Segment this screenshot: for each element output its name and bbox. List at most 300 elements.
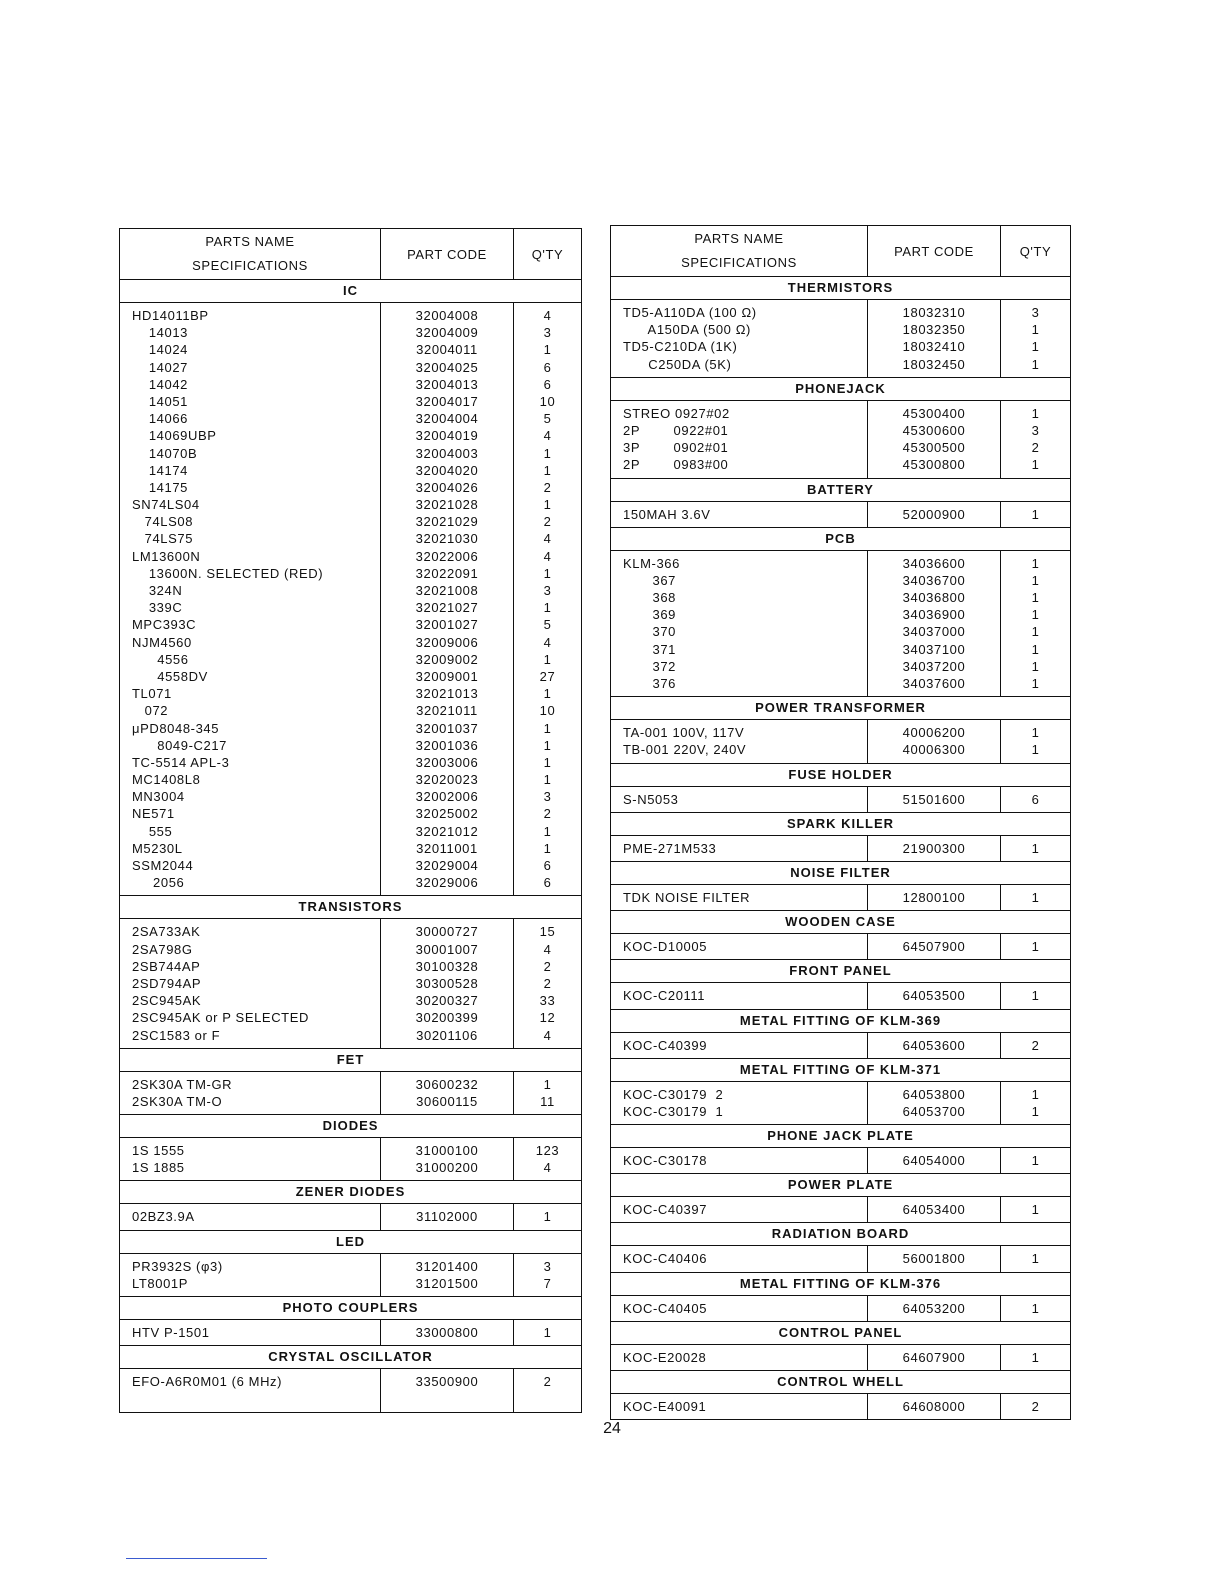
part-code-cell: 32025002	[415, 806, 479, 822]
part-name-cell: 2SK30A TM-GR	[132, 1076, 233, 1092]
part-qty-cell: 3	[1031, 422, 1040, 438]
section-body	[611, 1296, 1070, 1322]
part-code-cell: 18032350	[902, 322, 966, 338]
part-name-cell: M5230L	[132, 840, 183, 856]
part-code-cell: 32009001	[415, 668, 479, 684]
part-name-cell: 14174	[132, 462, 188, 478]
section-body	[120, 919, 581, 1048]
parts-table-left	[119, 228, 582, 1413]
section-body	[120, 1254, 581, 1297]
part-code-cell: 31000100	[415, 1143, 479, 1159]
section	[611, 528, 1070, 698]
part-name-cell: C250DA (5K)	[623, 356, 732, 372]
section-body	[120, 1072, 581, 1115]
part-qty-cell: 1	[1031, 339, 1040, 355]
section-body	[611, 502, 1070, 528]
name-column	[120, 1369, 380, 1411]
part-qty-cell: 1	[1031, 555, 1040, 571]
part-qty-cell: 2	[543, 479, 552, 495]
part-code-cell: 30200399	[415, 1010, 479, 1026]
part-qty-cell: 1	[1031, 405, 1040, 421]
part-qty-cell: 1	[543, 1325, 552, 1340]
code-column	[867, 551, 1000, 697]
part-qty-cell: 1	[543, 840, 552, 856]
part-name-cell: 2SA798G	[132, 941, 193, 957]
part-code-cell: 32021013	[415, 686, 479, 702]
section	[120, 1346, 581, 1411]
part-name-cell: 150MAH 3.6V	[623, 506, 711, 522]
part-qty-cell: 1	[1031, 725, 1040, 741]
part-name-cell: SN74LS04	[132, 497, 200, 513]
part-code-cell: 18032310	[902, 305, 966, 320]
part-code-cell: 32004011	[416, 342, 478, 358]
code-column	[380, 1138, 513, 1180]
qty-column	[1000, 551, 1070, 697]
part-qty-cell: 1	[1031, 1300, 1040, 1316]
qty-column	[1000, 787, 1070, 812]
part-name-cell: 14069UBP	[132, 428, 217, 444]
section	[611, 764, 1070, 813]
part-code-cell: 32022091	[415, 565, 479, 581]
part-name-cell: 14042	[132, 376, 188, 392]
section-title: METAL FITTING OF KLM-371	[611, 1059, 1070, 1082]
part-qty-cell: 1	[1031, 1103, 1040, 1119]
section-title: CRYSTAL OSCILLATOR	[120, 1346, 581, 1369]
part-code-cell: 32001027	[415, 617, 479, 633]
part-code-cell: 64053400	[902, 1202, 966, 1218]
section	[611, 1174, 1070, 1223]
part-code-cell: 32021029	[415, 514, 479, 530]
part-name-cell: STREO 0927#02	[623, 405, 730, 421]
part-code-cell: 12800100	[902, 889, 966, 905]
part-code-cell: 32004009	[415, 325, 479, 341]
qty-header: Q'TY	[513, 229, 581, 279]
section-body	[611, 1394, 1070, 1419]
qty-column	[1000, 1033, 1070, 1058]
name-column	[120, 919, 380, 1047]
name-column	[611, 300, 867, 377]
part-name-cell: 14051	[132, 393, 188, 409]
name-column	[120, 1204, 380, 1229]
part-qty-cell: 15	[539, 924, 556, 940]
part-name-cell: MN3004	[132, 789, 185, 805]
section-body	[611, 401, 1070, 479]
section-body	[611, 551, 1070, 698]
section-title: POWER PLATE	[611, 1174, 1070, 1197]
part-code-cell: 32004008	[415, 308, 479, 323]
part-code-cell: 45300400	[902, 405, 966, 421]
part-code-cell: 32029006	[415, 875, 479, 891]
part-qty-cell: 2	[543, 806, 552, 822]
section	[611, 960, 1070, 1009]
section	[611, 697, 1070, 763]
part-qty-cell: 1	[1031, 1153, 1040, 1169]
part-name-cell: KOC-E40091	[623, 1399, 707, 1414]
code-column	[867, 934, 1000, 959]
section-title: THERMISTORS	[611, 277, 1070, 300]
code-column	[380, 1204, 513, 1229]
section-body	[611, 1197, 1070, 1223]
name-column	[120, 1320, 380, 1345]
part-code-cell: 34037000	[902, 624, 966, 640]
qty-column	[1000, 300, 1070, 377]
section-title: SPARK KILLER	[611, 813, 1070, 836]
part-name-cell: 4556	[132, 651, 189, 667]
part-name-cell: 2056	[132, 875, 185, 891]
section-title: FET	[120, 1049, 581, 1072]
section	[611, 911, 1070, 960]
section-title: CONTROL PANEL	[611, 1322, 1070, 1345]
section-title: PHONE JACK PLATE	[611, 1125, 1070, 1148]
part-code-cell: 32004020	[415, 462, 479, 478]
part-name-cell: LT8001P	[132, 1275, 188, 1291]
code-column	[867, 885, 1000, 910]
code-column	[867, 1197, 1000, 1222]
part-code-cell: 45300500	[902, 440, 966, 456]
part-code-cell: 40006300	[902, 742, 966, 758]
part-qty-cell: 1	[543, 445, 552, 461]
part-qty-cell: 1	[543, 772, 552, 788]
section-title: METAL FITTING OF KLM-369	[611, 1010, 1070, 1033]
part-name-cell: TB-001 220V, 240V	[623, 742, 747, 758]
part-qty-cell: 6	[543, 376, 552, 392]
part-name-cell: 8049-C217	[132, 737, 227, 753]
part-qty-cell: 1	[543, 754, 552, 770]
part-code-cell: 32009006	[415, 634, 479, 650]
part-name-cell: TL071	[132, 686, 172, 702]
part-qty-cell: 3	[543, 1258, 552, 1274]
table-sections	[120, 280, 581, 1412]
part-qty-cell: 4	[543, 308, 552, 323]
part-code-cell: 32029004	[415, 858, 479, 873]
part-qty-cell: 1	[543, 1209, 552, 1225]
name-column	[611, 836, 867, 861]
section-body	[120, 303, 581, 896]
part-name-cell: 02BZ3.9A	[132, 1209, 195, 1225]
part-code-cell: 18032450	[902, 356, 966, 372]
part-qty-cell: 2	[543, 958, 552, 974]
qty-column	[1000, 720, 1070, 762]
section	[611, 1059, 1070, 1125]
part-name-cell: SSM2044	[132, 858, 194, 873]
part-qty-cell: 1	[543, 737, 552, 753]
code-column	[867, 1033, 1000, 1058]
part-qty-cell: 1	[1031, 607, 1040, 623]
parts-name-label: PARTS NAME	[205, 234, 295, 249]
part-code-header: PART CODE	[867, 226, 1000, 276]
part-name-cell: KOC-D10005	[623, 939, 708, 955]
part-qty-cell: 1	[543, 823, 552, 839]
code-column	[380, 1369, 513, 1411]
part-code-cell: 32001036	[415, 737, 479, 753]
qty-column	[1000, 1197, 1070, 1222]
name-column	[611, 787, 867, 812]
qty-column	[1000, 1148, 1070, 1173]
part-code-cell: 45300600	[902, 422, 966, 438]
section-body	[611, 300, 1070, 378]
section	[611, 1273, 1070, 1322]
part-qty-cell: 1	[1031, 457, 1040, 473]
part-code-cell: 34037100	[902, 641, 966, 657]
part-code-cell: 64053700	[902, 1103, 966, 1119]
code-column	[867, 1148, 1000, 1173]
part-qty-cell: 6	[543, 875, 552, 891]
part-code-cell: 64054000	[902, 1153, 966, 1169]
part-qty-cell: 1	[1031, 506, 1040, 522]
section-body	[120, 1204, 581, 1230]
part-name-cell: 369	[623, 607, 676, 623]
qty-column	[1000, 1394, 1070, 1419]
part-qty-cell: 1	[1031, 889, 1040, 905]
part-code-cell: 40006200	[902, 725, 966, 741]
part-code-cell: 64607900	[902, 1349, 966, 1365]
section-title: ZENER DIODES	[120, 1181, 581, 1204]
section	[120, 896, 581, 1048]
part-qty-cell: 1	[1031, 624, 1040, 640]
section-body	[120, 1138, 581, 1181]
part-name-cell: MC1408L8	[132, 772, 201, 788]
code-column	[867, 720, 1000, 762]
part-name-cell: 2P 0983#00	[623, 457, 729, 473]
section-title: BATTERY	[611, 479, 1070, 502]
part-qty-cell: 6	[543, 359, 552, 375]
qty-column	[513, 1204, 581, 1229]
part-code-cell: 52000900	[902, 506, 966, 522]
part-code-cell: 30001007	[415, 941, 479, 957]
part-qty-cell: 1	[1031, 641, 1040, 657]
code-column	[867, 1246, 1000, 1271]
code-column	[380, 1072, 513, 1114]
part-qty-cell: 1	[543, 600, 552, 616]
section-title: METAL FITTING OF KLM-376	[611, 1273, 1070, 1296]
part-qty-cell: 3	[543, 583, 552, 598]
part-qty-cell: 1	[543, 497, 552, 513]
part-code-cell: 51501600	[902, 791, 966, 807]
part-name-cell	[132, 1390, 380, 1407]
name-column	[611, 720, 867, 762]
part-qty-cell: 2	[543, 975, 552, 991]
part-code-cell: 18032410	[902, 339, 966, 355]
section-title: WOODEN CASE	[611, 911, 1070, 934]
code-column	[867, 836, 1000, 861]
part-name-cell: 2SB744AP	[132, 958, 201, 974]
part-qty-cell: 1	[1031, 590, 1040, 606]
parts-name-header	[120, 229, 380, 279]
part-code-cell: 32004013	[415, 376, 479, 392]
part-code-cell: 32021008	[415, 583, 479, 598]
part-qty-cell: 1	[1031, 356, 1040, 372]
part-qty-cell: 1	[1031, 939, 1040, 955]
section-body	[611, 1345, 1070, 1371]
section	[120, 1115, 581, 1181]
part-code-cell: 33500900	[415, 1374, 479, 1390]
part-name-cell: 2SC945AK	[132, 993, 202, 1009]
section	[611, 862, 1070, 911]
part-code-cell: 32004017	[415, 393, 479, 409]
part-name-cell: LM13600N	[132, 548, 201, 564]
qty-column	[1000, 934, 1070, 959]
name-column	[611, 401, 867, 478]
table-header	[611, 226, 1070, 277]
part-name-cell: 2P 0922#01	[623, 422, 729, 438]
name-column	[611, 885, 867, 910]
part-name-cell: 14070B	[132, 445, 198, 461]
part-code-cell: 64507900	[902, 939, 966, 955]
part-code-cell: 64053800	[902, 1086, 966, 1102]
section-title: NOISE FILTER	[611, 862, 1070, 885]
part-qty-cell: 1	[1031, 322, 1040, 338]
part-qty-cell: 1	[543, 651, 552, 667]
part-qty-cell: 5	[543, 617, 552, 633]
part-code-cell: 64053500	[902, 988, 966, 1004]
part-name-cell: S-N5053	[623, 791, 679, 807]
section	[611, 1010, 1070, 1059]
part-qty-cell: 2	[1031, 440, 1040, 456]
part-code-cell: 32009002	[415, 651, 479, 667]
part-code-cell: 34036900	[902, 607, 966, 623]
part-name-cell: KOC-C30179 1	[623, 1103, 724, 1119]
part-qty-cell	[514, 1390, 581, 1407]
qty-column	[513, 1138, 581, 1180]
part-code-cell: 31201500	[415, 1275, 479, 1291]
code-column	[867, 1082, 1000, 1124]
section-body	[611, 1148, 1070, 1174]
part-name-cell: 1S 1885	[132, 1160, 185, 1176]
part-qty-cell: 1	[543, 720, 552, 736]
section-body	[611, 934, 1070, 960]
part-code-cell: 30201106	[416, 1027, 478, 1043]
qty-column	[1000, 1296, 1070, 1321]
section-body	[611, 983, 1070, 1009]
part-qty-cell: 1	[1031, 572, 1040, 588]
part-name-cell: 13600N. SELECTED (RED)	[132, 565, 324, 581]
part-name-cell: 339C	[132, 600, 183, 616]
part-qty-cell: 4	[543, 1160, 552, 1176]
part-code-cell: 30300528	[415, 975, 479, 991]
part-qty-cell: 4	[543, 531, 552, 547]
code-column	[867, 1394, 1000, 1419]
part-code-cell: 32004026	[415, 479, 479, 495]
part-qty-cell: 10	[539, 393, 556, 409]
part-name-cell: 1S 1555	[132, 1143, 185, 1159]
part-qty-cell: 3	[543, 325, 552, 341]
section-title: FUSE HOLDER	[611, 764, 1070, 787]
part-code-cell: 32021012	[415, 823, 479, 839]
part-qty-cell: 6	[543, 858, 552, 873]
part-code-cell: 31000200	[415, 1160, 479, 1176]
part-qty-cell: 1	[1031, 676, 1040, 691]
section-title: RADIATION BOARD	[611, 1223, 1070, 1246]
name-column	[120, 303, 380, 895]
name-column	[611, 551, 867, 697]
section-body	[611, 1033, 1070, 1059]
qty-column	[1000, 1345, 1070, 1370]
name-column	[120, 1138, 380, 1180]
name-column	[611, 502, 867, 527]
part-code-cell: 64053200	[902, 1300, 966, 1316]
code-column	[867, 502, 1000, 527]
part-name-cell: MPC393C	[132, 617, 197, 633]
part-code-cell: 30000727	[415, 924, 479, 940]
footer-rule	[126, 1558, 267, 1559]
code-column	[867, 401, 1000, 478]
qty-column	[1000, 1246, 1070, 1271]
part-qty-cell: 1	[543, 462, 552, 478]
part-code-cell: 31201400	[415, 1258, 479, 1274]
part-name-cell: 3P 0902#01	[623, 440, 729, 456]
section	[120, 1231, 581, 1297]
section-title: DIODES	[120, 1115, 581, 1138]
qty-column	[1000, 885, 1070, 910]
part-code-cell: 32003006	[415, 754, 479, 770]
part-qty-cell: 4	[543, 941, 552, 957]
part-qty-cell: 4	[543, 428, 552, 444]
part-qty-cell: 7	[543, 1275, 552, 1291]
part-code-cell: 34037200	[902, 658, 966, 674]
qty-column	[513, 1369, 581, 1411]
section-body	[120, 1320, 581, 1346]
part-name-cell: 376	[623, 676, 676, 691]
part-code-cell: 32021027	[415, 600, 479, 616]
qty-column	[1000, 401, 1070, 478]
specifications-label: SPECIFICATIONS	[192, 258, 308, 273]
section-title: PHOTO COUPLERS	[120, 1297, 581, 1320]
part-name-cell: 371	[623, 641, 676, 657]
part-name-cell: 74LS75	[132, 531, 194, 547]
section	[611, 1125, 1070, 1174]
name-column	[611, 1246, 867, 1271]
section-title: LED	[120, 1231, 581, 1254]
part-qty-cell: 27	[539, 668, 556, 684]
name-column	[120, 1254, 380, 1296]
part-name-cell: KOC-C20111	[623, 988, 706, 1004]
part-name-cell: 2SA733AK	[132, 924, 201, 940]
code-column	[867, 1296, 1000, 1321]
part-qty-cell: 2	[543, 1374, 552, 1390]
part-name-cell: 555	[132, 823, 173, 839]
name-column	[611, 1296, 867, 1321]
part-qty-cell: 1	[1031, 658, 1040, 674]
part-qty-cell: 3	[1031, 305, 1040, 320]
part-name-cell: PME-271M533	[623, 840, 717, 856]
part-name-cell: 14024	[132, 342, 188, 358]
section	[611, 1371, 1070, 1419]
qty-column	[513, 1320, 581, 1345]
part-name-cell: 2SC945AK or P SELECTED	[132, 1010, 309, 1026]
parts-name-label: PARTS NAME	[694, 231, 784, 246]
part-name-cell: KOC-E20028	[623, 1349, 707, 1365]
section	[611, 378, 1070, 479]
part-code-cell: 32011001	[416, 840, 478, 856]
part-code-cell: 32021030	[415, 531, 479, 547]
part-qty-cell: 2	[1031, 1037, 1040, 1053]
part-qty-cell: 3	[543, 789, 552, 805]
part-qty-cell: 4	[543, 634, 552, 650]
section	[611, 479, 1070, 528]
part-name-cell: TD5-A110DA (100 Ω)	[623, 305, 757, 320]
part-name-cell: PR3932S (φ3)	[132, 1258, 223, 1274]
part-code-cell: 56001800	[902, 1251, 966, 1267]
part-code-cell: 32001037	[415, 720, 479, 736]
part-name-cell: 2SK30A TM-O	[132, 1093, 223, 1109]
section-title: PCB	[611, 528, 1070, 551]
code-column	[380, 1254, 513, 1296]
part-code-cell: 21900300	[902, 840, 966, 856]
part-code-cell: 32022006	[415, 548, 479, 564]
part-name-cell: TA-001 100V, 117V	[623, 725, 745, 741]
part-qty-cell: 12	[539, 1010, 556, 1026]
part-name-cell: KOC-C30178	[623, 1153, 708, 1169]
